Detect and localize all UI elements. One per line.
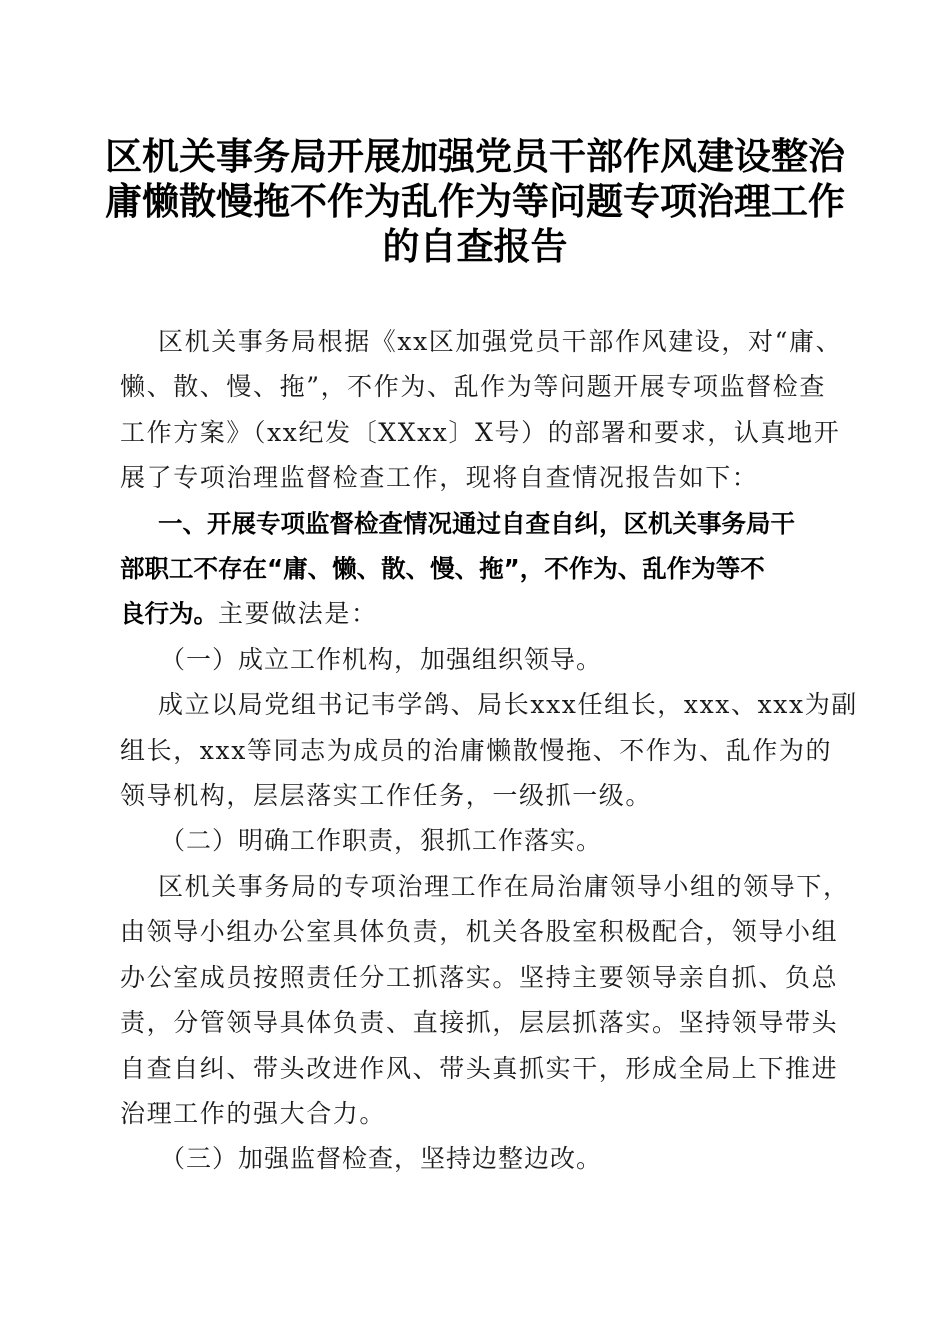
paragraph-line: 组长，xxx等同志为成员的治庸懒散慢拖、不作为、乱作为的 <box>120 735 833 765</box>
paragraph-line: 区机关事务局的专项治理工作在局治庸领导小组的领导下， <box>158 871 850 901</box>
paragraph-line: 由领导小组办公室具体负责，机关各股室积极配合，领导小组 <box>120 917 839 947</box>
intro-line: 懒、散、慢、拖”，不作为、乱作为等问题开展专项监督检查 <box>120 372 826 402</box>
subsection-title: （二）明确工作职责，狠抓工作落实。 <box>160 826 603 856</box>
section-heading-bold: 良行为。 <box>120 599 218 629</box>
paragraph-line: 自查自纠、带头改进作风、带头真抓实干，形成全局上下推进 <box>120 1053 839 1083</box>
paragraph-line: 领导机构，层层落实工作任务，一级抓一级。 <box>120 781 653 811</box>
intro-line: 展了专项治理监督检查工作，现将自查情况报告如下： <box>120 463 759 493</box>
title-line: 区机关事务局开展加强党员干部作风建设整治 <box>105 134 845 178</box>
paragraph-line: 治理工作的强大合力。 <box>120 1098 387 1128</box>
paragraph-line: 责，分管领导具体负责、直接抓，层层抓落实。坚持领导带头 <box>120 1008 839 1038</box>
section-heading-line: 一、开展专项监督检查情况通过自查自纠，区机关事务局干 <box>158 508 795 538</box>
intro-line: 工作方案》（xx纪发〔XXxx〕X号）的部署和要求，认真地开 <box>120 417 841 447</box>
subsection-title: （一）成立工作机构，加强组织领导。 <box>160 644 603 674</box>
title-line: 的自查报告 <box>382 224 568 268</box>
paragraph-line: 办公室成员按照责任分工抓落实。坚持主要领导亲自抓、负总 <box>120 962 839 992</box>
intro-line: 区机关事务局根据《xx区加强党员干部作风建设，对“庸、 <box>158 327 843 356</box>
section-heading-line: 部职工不存在“庸、懒、散、慢、拖”，不作为、乱作为等不 <box>120 554 765 584</box>
document-title <box>60 134 890 269</box>
subsection-title: （三）加强监督检查，坚持边整边改。 <box>160 1144 603 1174</box>
paragraph-line: 成立以局党组书记韦学鸽、局长xxx任组长，xxx、xxx为副 <box>158 690 858 720</box>
title-line: 庸懒散慢拖不作为乱作为等问题专项治理工作 <box>105 179 845 223</box>
document-body <box>120 319 858 1182</box>
section-heading-line <box>120 591 830 636</box>
section-heading-rest: 主要做法是： <box>218 599 378 629</box>
